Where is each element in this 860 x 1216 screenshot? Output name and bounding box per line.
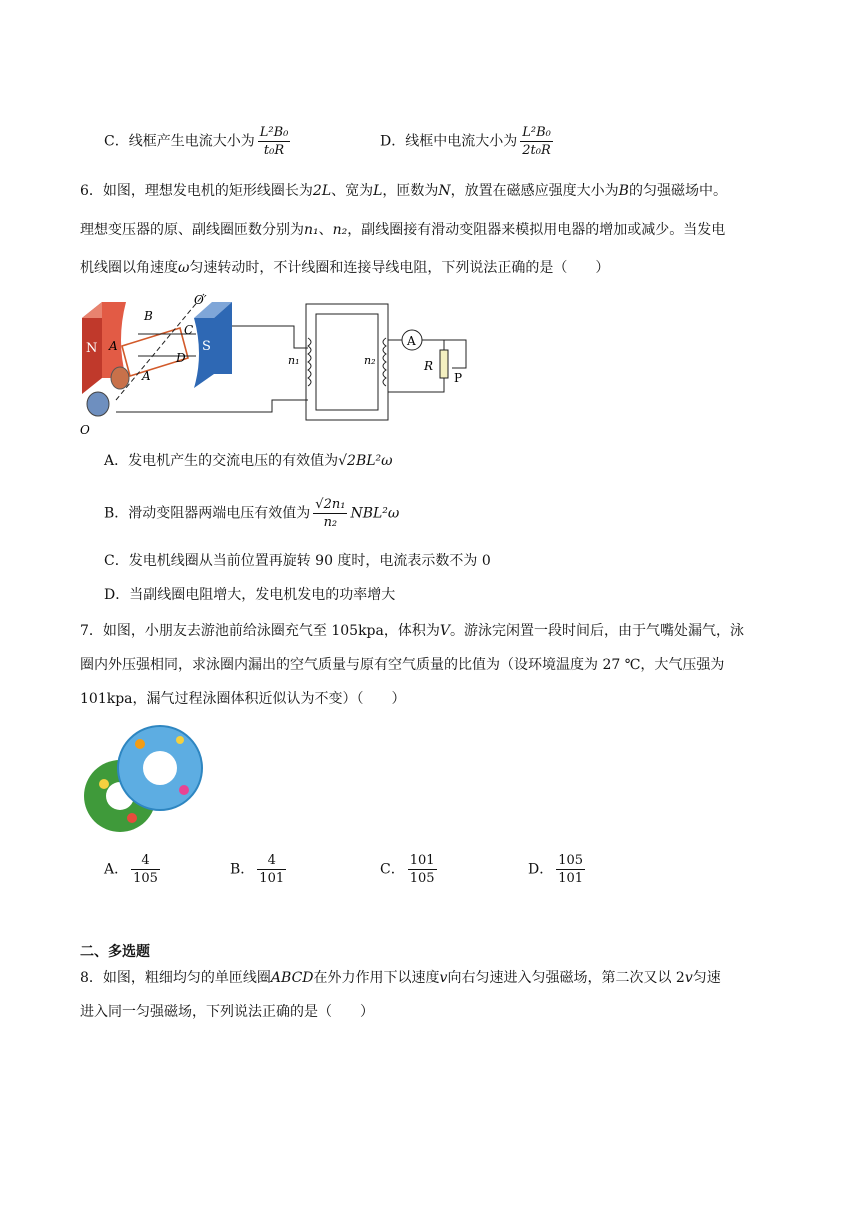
label-r: R — [424, 359, 434, 373]
q6-stem-line-2 — [80, 220, 725, 240]
q6-turns-N: N — [438, 183, 451, 199]
q6-stem-text: ，匝数为 — [382, 183, 439, 199]
q6-option-c: C．发电机线圈从当前位置再旋转 90 度时，电流表示数不为 0 — [104, 553, 491, 569]
q7-option-b-numerator: 4 — [257, 852, 286, 870]
q8-coil-abcd: ABCD — [270, 970, 314, 986]
q6-omega: ω — [178, 260, 190, 276]
q6-option-b-label: B．滑动变阻器两端电压有效值为 — [104, 505, 311, 522]
q6-field-B: B — [618, 183, 629, 199]
q7-option-d-denominator: 101 — [558, 871, 584, 886]
q6-width-L: L — [373, 183, 383, 199]
q8-stem-text: 8．如图，粗细均匀的单匝线圈 — [80, 970, 271, 986]
label-d: D — [176, 351, 186, 365]
q7-stem-line-3: 101kpa，漏气过程泳圈体积近似认为不变）（ ） — [80, 691, 406, 707]
q5-option-d-denominator: 2t₀R — [522, 143, 551, 158]
ring-decoration — [99, 779, 109, 789]
q6-n2: n₂ — [332, 222, 348, 238]
q5-option-c — [104, 124, 293, 159]
q8-stem-text: 匀速 — [692, 970, 721, 986]
q6-stem-text: ，放置在磁感应强度大小为 — [450, 183, 619, 199]
q6-length-2L: 2L — [312, 183, 332, 199]
q7-option-c-label: C． — [380, 861, 405, 878]
q6-option-d: D．当副线圈电阻增大，发电机发电的功率增大 — [104, 587, 396, 603]
label-o-prime: O′ — [194, 293, 207, 307]
ring-decoration — [179, 785, 189, 795]
q7-option-d-fraction — [556, 852, 585, 887]
q6-stem-text: 6．如图，理想发电机的矩形线圈长为 — [80, 183, 313, 199]
q7-option-d-label: D． — [528, 861, 554, 878]
q7-option-b-label: B． — [230, 861, 255, 878]
q5-option-c-label: C．线框产生电流大小为 — [104, 133, 255, 150]
q6-n1: n₁ — [304, 222, 319, 238]
q8-stem-text: 在外力作用下以速度 — [313, 970, 440, 986]
q6-stem-text: 理想变压器的原、副线圈匝数分别为 — [80, 222, 304, 238]
label-p: P — [454, 371, 463, 385]
label-c: C — [184, 323, 194, 337]
slip-ring-brush — [87, 392, 109, 416]
n-pole-label: N — [86, 341, 98, 356]
q6-option-b-denominator: n₂ — [323, 515, 338, 530]
q8-stem-line-1 — [80, 968, 721, 988]
q6-stem-text: 匀速转动时，不计线圈和连接导线电阻，下列说法正确的是（ ） — [189, 260, 610, 276]
q7-swim-rings-image — [80, 718, 206, 836]
q7-volume-v: V — [439, 623, 450, 639]
q6-option-b-tail: NBL²ω — [350, 505, 400, 522]
q7-option-a — [104, 852, 163, 887]
q6-stem-line-1 — [80, 181, 727, 201]
label-a1: A — [109, 339, 118, 353]
q6-stem-text: 、 — [318, 222, 333, 238]
q7-option-c-numerator: 101 — [409, 853, 435, 868]
q7-option-b — [230, 852, 289, 887]
q7-stem-line-2: 圈内外压强相同，求泳圈内漏出的空气质量与原有空气质量的比值为（设环境温度为 27 ℃，大气压强为 — [80, 657, 725, 673]
primary-coil — [308, 338, 311, 386]
q7-stem-text: 7．如图，小朋友去游池前给泳圈充气至 105kpa，体积为 — [80, 623, 440, 639]
q6-option-b-fraction — [313, 496, 347, 531]
q6-stem-line-3 — [80, 258, 609, 278]
q5-option-c-fraction — [258, 124, 291, 159]
q6-stem-text: 的匀强磁场中。 — [628, 183, 727, 199]
q6-option-a-expression: √2BL²ω — [338, 453, 393, 469]
q7-option-b-denominator: 101 — [259, 871, 285, 886]
label-a2: A — [142, 369, 151, 383]
q7-option-a-numerator: 4 — [131, 852, 160, 870]
transformer-core-outer — [306, 304, 388, 420]
rotation-axis — [116, 294, 204, 400]
q7-stem-text: 。游泳完闲置一段时间后，由于气嘴处漏气，泳 — [450, 623, 744, 639]
q5-option-d-numerator: L²B₀ — [522, 125, 551, 140]
q6-stem-text: ，副线圈接有滑动变阻器来模拟用电器的增加或减少。当发电 — [347, 222, 726, 238]
slip-ring — [111, 367, 129, 389]
q5-option-c-denominator: t₀R — [263, 143, 285, 158]
label-n1: n₁ — [288, 354, 300, 367]
label-n2: n₂ — [364, 354, 376, 367]
q5-option-c-numerator: L²B₀ — [259, 125, 289, 140]
blue-ring-hole — [143, 751, 177, 785]
q5-option-d — [380, 124, 556, 159]
ammeter-label: A — [407, 334, 416, 348]
q7-option-c-denominator: 105 — [409, 871, 435, 886]
q7-stem-line-1 — [80, 621, 744, 641]
q6-generator-transformer-figure — [76, 288, 476, 440]
wire-bottom — [116, 400, 308, 412]
q7-option-c — [380, 852, 440, 887]
q5-option-d-fraction — [520, 124, 553, 159]
secondary-coil — [383, 338, 386, 386]
q6-option-b — [104, 496, 399, 531]
wire-top — [232, 326, 308, 348]
rheostat — [440, 350, 448, 378]
q6-option-b-numerator: √2n₁ — [315, 497, 346, 512]
ring-decoration — [135, 739, 145, 749]
q6-stem-text: 、宽为 — [331, 183, 374, 199]
q6-option-a — [104, 451, 393, 471]
section-heading-multiple-choice: 二、多选题 — [80, 944, 150, 960]
q5-option-d-label: D．线框中电流大小为 — [380, 133, 518, 150]
q7-option-a-fraction — [131, 852, 160, 887]
wire-secondary-bottom — [388, 378, 444, 392]
s-pole-label: S — [202, 339, 211, 354]
q7-option-c-fraction — [408, 852, 437, 887]
q7-option-b-fraction — [257, 852, 286, 887]
q8-stem-text: 向右匀速进入匀强磁场，第二次又以 2 — [447, 970, 685, 986]
q7-option-a-label: A． — [104, 861, 129, 878]
q8-velocity-2v: v — [684, 970, 693, 986]
ring-decoration — [127, 813, 137, 823]
q7-option-a-denominator: 105 — [133, 871, 158, 886]
label-b: B — [144, 309, 153, 323]
label-o: O — [80, 423, 90, 437]
q6-option-a-label: A．发电机产生的交流电压的有效值为 — [104, 453, 339, 469]
q7-option-d — [528, 852, 588, 887]
q6-stem-text: 机线圈以角速度 — [80, 260, 178, 276]
ring-decoration — [176, 736, 184, 744]
q8-stem-line-2: 进入同一匀强磁场，下列说法正确的是（ ） — [80, 1004, 374, 1020]
q8-velocity-v: v — [439, 970, 448, 986]
q7-option-d-numerator: 105 — [558, 853, 584, 868]
